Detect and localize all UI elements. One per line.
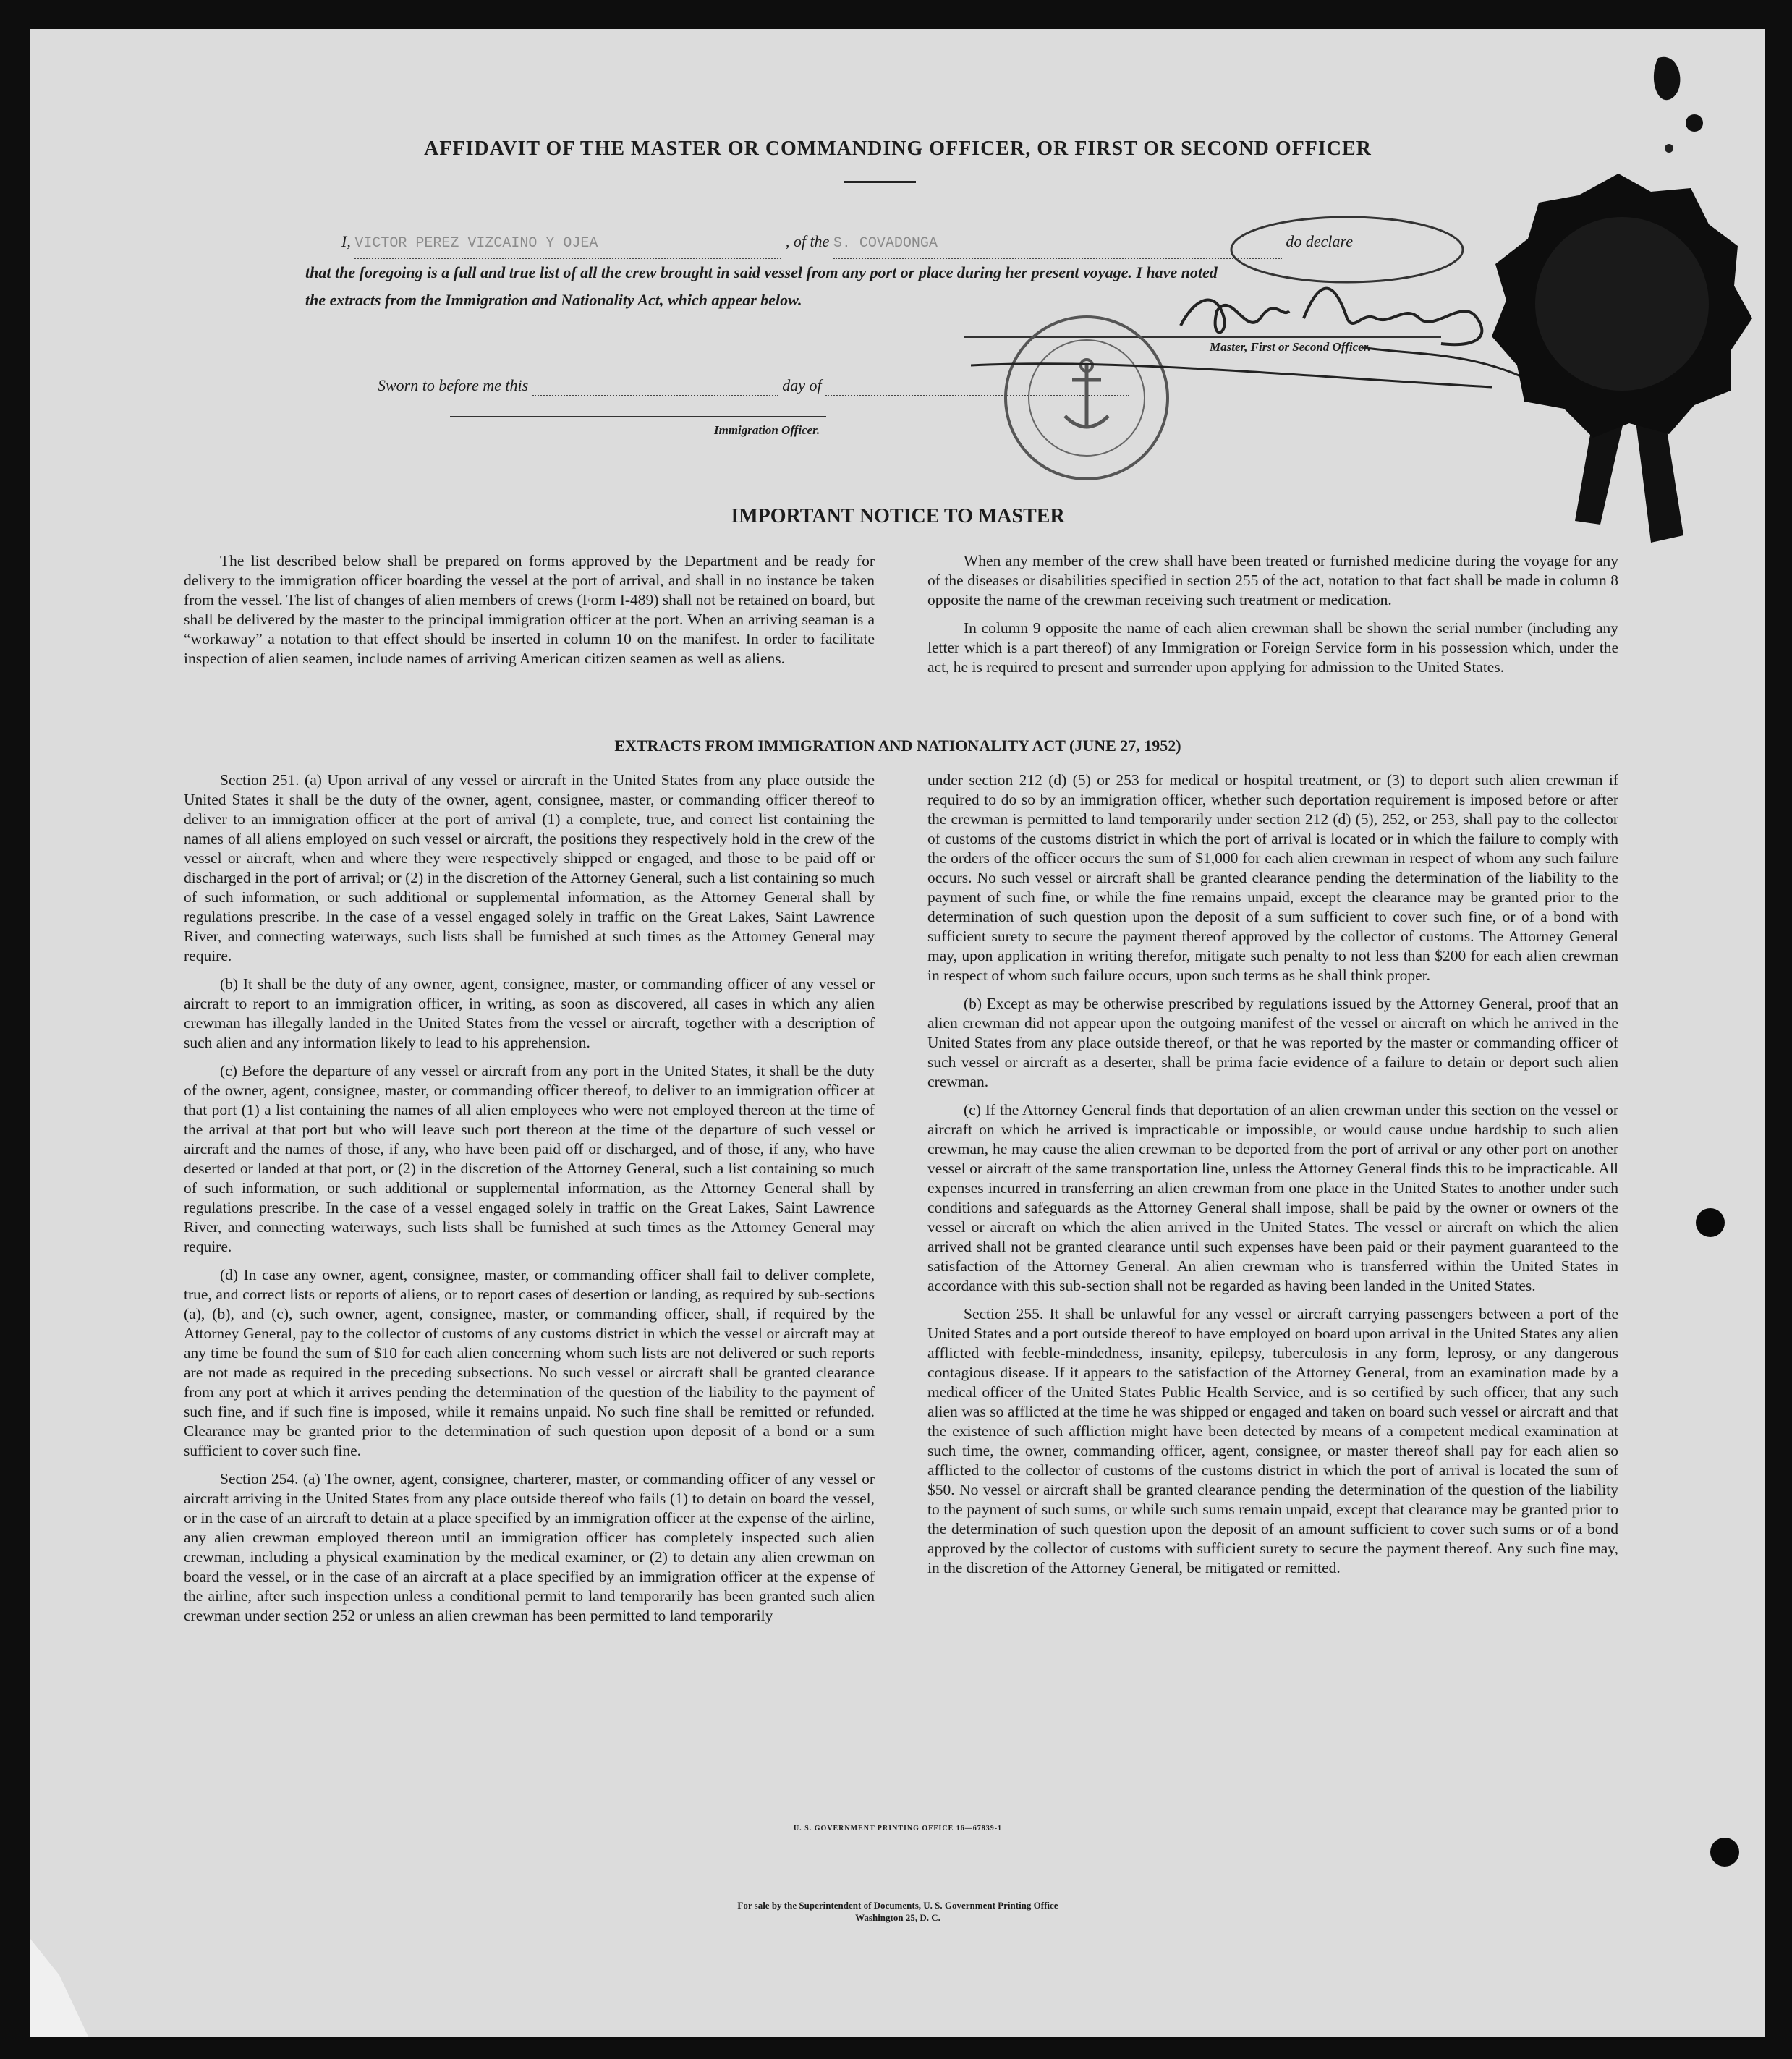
immigration-officer-label: Immigration Officer. — [714, 423, 820, 437]
sale-notice — [30, 1899, 1765, 1924]
title-rule — [844, 181, 916, 183]
declaration-line-2: that the foregoing is a full and true list of all the crew brought in said vessel from any port or place during her present voyage. I have noted — [305, 263, 1218, 281]
extracts-right-column — [927, 770, 1618, 1578]
extracts-title: EXTRACTS FROM IMMIGRATION AND NATIONALITY ACT (JUNE 27, 1952) — [614, 736, 1181, 755]
extracts-left-column — [184, 770, 875, 1626]
wax-seal — [1474, 159, 1763, 564]
punch-hole-upper — [1696, 1208, 1725, 1237]
of-the-label: , of the — [785, 232, 830, 250]
section-251-c: (c) Before the departure of any vessel or aircraft from any port in the United States, it shall be the duty of the owner, agent, consignee, master, or commanding officer thereof, to deliver to an immigration officer at that port (1) a list containing the names of all alien employees who were not employed thereon at the time of the arrival at that port but who will leave such port thereon at the time of the departure of such vessel or aircraft and the names of those, if any, who have been paid off or discharged, and of those, if any, who have deserted or landed at that port, or (2) in the discretion of the Attorney General, such a list containing so much of such information, or such additional or supplemental information, as the Attorney General shall by regulations prescribe. In the case of a vessel engaged solely in traffic on the Great Lakes, Saint Lawrence River, and connecting waterways, such lists shall be furnished at such times as the Attorney General may require. — [184, 1062, 875, 1255]
notice-right-column — [927, 551, 1618, 677]
section-254-c: (c) If the Attorney General finds that deportation of an alien crewman under this section on the vessel or aircraft on which he arrived is impracticable or impossible, or would cause undue hardship to such alien crewman, he may cause the alien crewman to be deported from the port of arrival or any other port on another vessel or aircraft of the same transportation line, unless the Attorney General finds this to be impracticable. All expenses incurred in transferring an alien crewman from one place in the United States to another under such conditions and safeguards as the Attorney General shall impose, shall be paid by the owner or owners of the vessel or aircraft on which the alien arrived in the United States. The vessel or aircraft on which the alien arrived shall not be granted clearance until such expenses have been paid or their payment guaranteed to the satisfaction of the Attorney General. An alien crewman who is transferred within the United States in accordance with this sub-section shall not be regarded as having been landed in the United States. — [927, 1101, 1618, 1294]
master-officer-label: Master, First or Second Officer. — [1210, 340, 1371, 354]
section-254-a: Section 254. (a) The owner, agent, consignee, charterer, master, or commanding officer of any vessel or aircraft arriving in the United States from any place outside thereof who fails (1) to detain on board the vessel, or in the case of an aircraft to detain at a place specified by an immigration officer at the expense of the airline, any alien crewman employed thereon until an immigration officer has completely inspected such alien crewman, including a physical examination by the medical examiner, or (2) to detain any alien crewman on board the vessel, or in the case of an aircraft at a place specified by an immigration officer at the expense of the airline, after such inspection unless a conditional permit to land temporarily has been granted such alien crewman under section 252 or unless an alien crewman has been permitted to land temporarily — [184, 1470, 875, 1624]
do-declare-label: do declare — [1286, 232, 1353, 250]
notice-right-paragraph-2: In column 9 opposite the name of each alien crewman shall be shown the serial number (including any letter which is a part thereof) of any Immigration or Foreign Service form in his possession which, under the act, he is required to present and surrender upon applying for admission to the United States. — [927, 619, 1618, 676]
sworn-day-field[interactable] — [532, 376, 778, 396]
notice-right-paragraph-1: When any member of the crew shall have been treated or furnished medicine during the voyage for any of the diseases or disabilities specified in section 255 of the act, notation to that fact shall be made in column 8 opposite the name of the crewman receiving such treatment or medication. — [927, 552, 1618, 608]
master-signature — [971, 210, 1535, 412]
immigration-officer-signature-line[interactable] — [450, 416, 826, 417]
section-251-d: (d) In case any owner, agent, consignee, master, or commanding officer shall fail to deliver complete, true, and correct lists or reports of aliens, or to report cases of desertion or landing, as required by sub-sections (a), (b), and (c), such owner, agent, consignee, master, or commanding officer, shall, if required by the Attorney General, pay to the collector of customs of any customs district in which the vessel or aircraft may at any time be found the sum of $10 for each alien concerning whom such lists are not delivered or such reports are not made as required in the preceding subsections. No such vessel or aircraft shall be granted clearance from any port at which it arrives pending the determination of the question of the liability to the payment of such fine, and if such fine is imposed, while it remains unpaid. No such fine shall be remitted or refunded. Clearance may be granted prior to the determination of such question upon deposit of a bond or a sum sufficient to cover such fine. — [184, 1266, 875, 1459]
section-251-a: Section 251. (a) Upon arrival of any vessel or aircraft in the United States from any place outside the United States it shall be the duty of the owner, agent, consignee, master, or commanding officer thereof to deliver to an immigration officer at the port of arrival (1) a complete, true, and correct list containing the names of all aliens employed on such vessel or aircraft, the positions they respectively hold in the crew of the vessel or aircraft, when and where they were respectively shipped or engaged, and those to be paid off or discharged in the port of arrival; or (2) in the discretion of the Attorney General, such a list containing so much of such information, or such additional or supplemental information, as the Attorney General shall by regulations prescribe. In the case of a vessel engaged solely in traffic on the Great Lakes, Saint Lawrence River, and connecting waterways, such lists shall be furnished at such times as the Attorney General may require. — [184, 771, 875, 964]
master-name-field[interactable] — [354, 228, 781, 259]
day-of-label: day of — [782, 376, 822, 394]
vessel-name-value: S. COVADONGA — [833, 235, 938, 252]
form-sheet — [30, 29, 1765, 2037]
section-255: Section 255. It shall be unlawful for any vessel or aircraft carrying passengers between a port of the United States and a port outside thereof to have employed on board upon arrival in the United States any alien afflicted with feeble-mindedness, insanity, epilepsy, tuberculosis in any form, leprosy, or any dangerous contagious disease. If it appears to the satisfaction of the Attorney General, from an examination made by a medical officer of the United States Public Health Service, and is so certified by such officer, that any such alien was so afflicted at the time he was shipped or engaged and taken on board such vessel or aircraft and that the existence of such affliction might have been detected by means of a competent medical examination at such time, the owner, commanding officer, agent, consignee, or master thereof shall pay for each alien so afflicted to the collector of customs of the customs district in which the port of arrival is located the sum of $50. No vessel or aircraft shall be granted clearance pending the determination of the question of the liability to the payment of such sums, or while such sums remain unpaid, except that clearance may be granted prior to the determination of such question upon the deposit of an amount sufficient to cover such sums or of a bond approved by the collector of customs with sufficient surety to secure the payment thereof. Any such fine may, in the discretion of the Attorney General, be mitigated or remitted. — [927, 1305, 1618, 1576]
section-251-b: (b) It shall be the duty of any owner, agent, consignee, master, or commanding officer of any vessel or aircraft to report to an immigration officer, in writing, as soon as discovered, all cases in which any alien crewman has illegally landed in the United States from the vessel or aircraft, together with a description of such alien and any information likely to lead to his apprehension. — [184, 975, 875, 1051]
notice-left-paragraph: The list described below shall be prepared on forms approved by the Department and be ready for delivery to the immigration officer boarding the vessel at the port of arrival, and shall in no instance be taken from the vessel. The list of changes of alien members of crews (Form I-489) shall not be retained on board, but shall be delivered by the master to the principal immigration officer at the port. When an arriving seaman is a “workaway” a notation to that effect should be inserted in column 10 on the manifest. In order to facilitate inspection of alien seamen, include names of arriving American citizen seamen as well as aliens. — [184, 552, 875, 667]
sale-line-1: For sale by the Superintendent of Documents, U. S. Government Printing Office — [737, 1900, 1058, 1911]
punch-hole-lower — [1710, 1838, 1739, 1867]
gpo-imprint: U. S. GOVERNMENT PRINTING OFFICE 16—67839-1 — [793, 1825, 1003, 1833]
notice-title: IMPORTANT NOTICE TO MASTER — [731, 505, 1065, 527]
section-254-a-continued: under section 212 (d) (5) or 253 for medical or hospital treatment, or (3) to deport such alien crewman if required to do so by an immigration officer, whether such deportation requirement is imposed before or after the crewman is permitted to land temporarily under section 212 (d) (5), 252, or 253, shall pay to the collector of customs of the customs district in which the port of arrival is located or in which the failure to comply with the orders of the officer occurs the sum of $1,000 for each alien crewman in respect of whom any such failure occurs. No such vessel or aircraft shall be granted clearance pending the determination of the liability to the payment of such fine, or while the fine remains unpaid, except the clearance may be granted prior to the determination of such question upon the deposit of a sum sufficient to cover such fine, or of a bond with sufficient surety to secure the payment thereof approved by the collector of customs. The Attorney General may, upon application in writing therefor, mitigate such penalty to not less than $200 for each alien crewman in respect of whom such failure occurs, upon such terms as he shall think proper. — [927, 771, 1618, 984]
i-label: I, — [341, 232, 351, 250]
section-254-b: (b) Except as may be otherwise prescribed by regulations issued by the Attorney General, proof that an alien crewman did not appear upon the outgoing manifest of the vessel or aircraft on which he arrived in the United States from any place outside thereof, or that he was reported by the master or commanding officer of such vessel or aircraft as a deserter, shall be prima facie evidence of a failure to detain or deport such alien crewman. — [927, 995, 1618, 1090]
torn-corner — [30, 1939, 95, 2037]
master-name-value: VICTOR PEREZ VIZCAINO Y OJEA — [354, 235, 598, 252]
notice-left-column — [184, 551, 875, 668]
sworn-label: Sworn to before me this — [378, 376, 529, 394]
declaration-line-3: the extracts from the Immigration and Nationality Act, which appear below. — [305, 291, 802, 309]
wax-drip-marks — [1608, 29, 1765, 217]
affidavit-title: AFFIDAVIT OF THE MASTER OR COMMANDING OFFICER, OR FIRST OR SECOND OFFICER — [424, 137, 1372, 160]
sale-line-2: Washington 25, D. C. — [855, 1912, 940, 1923]
